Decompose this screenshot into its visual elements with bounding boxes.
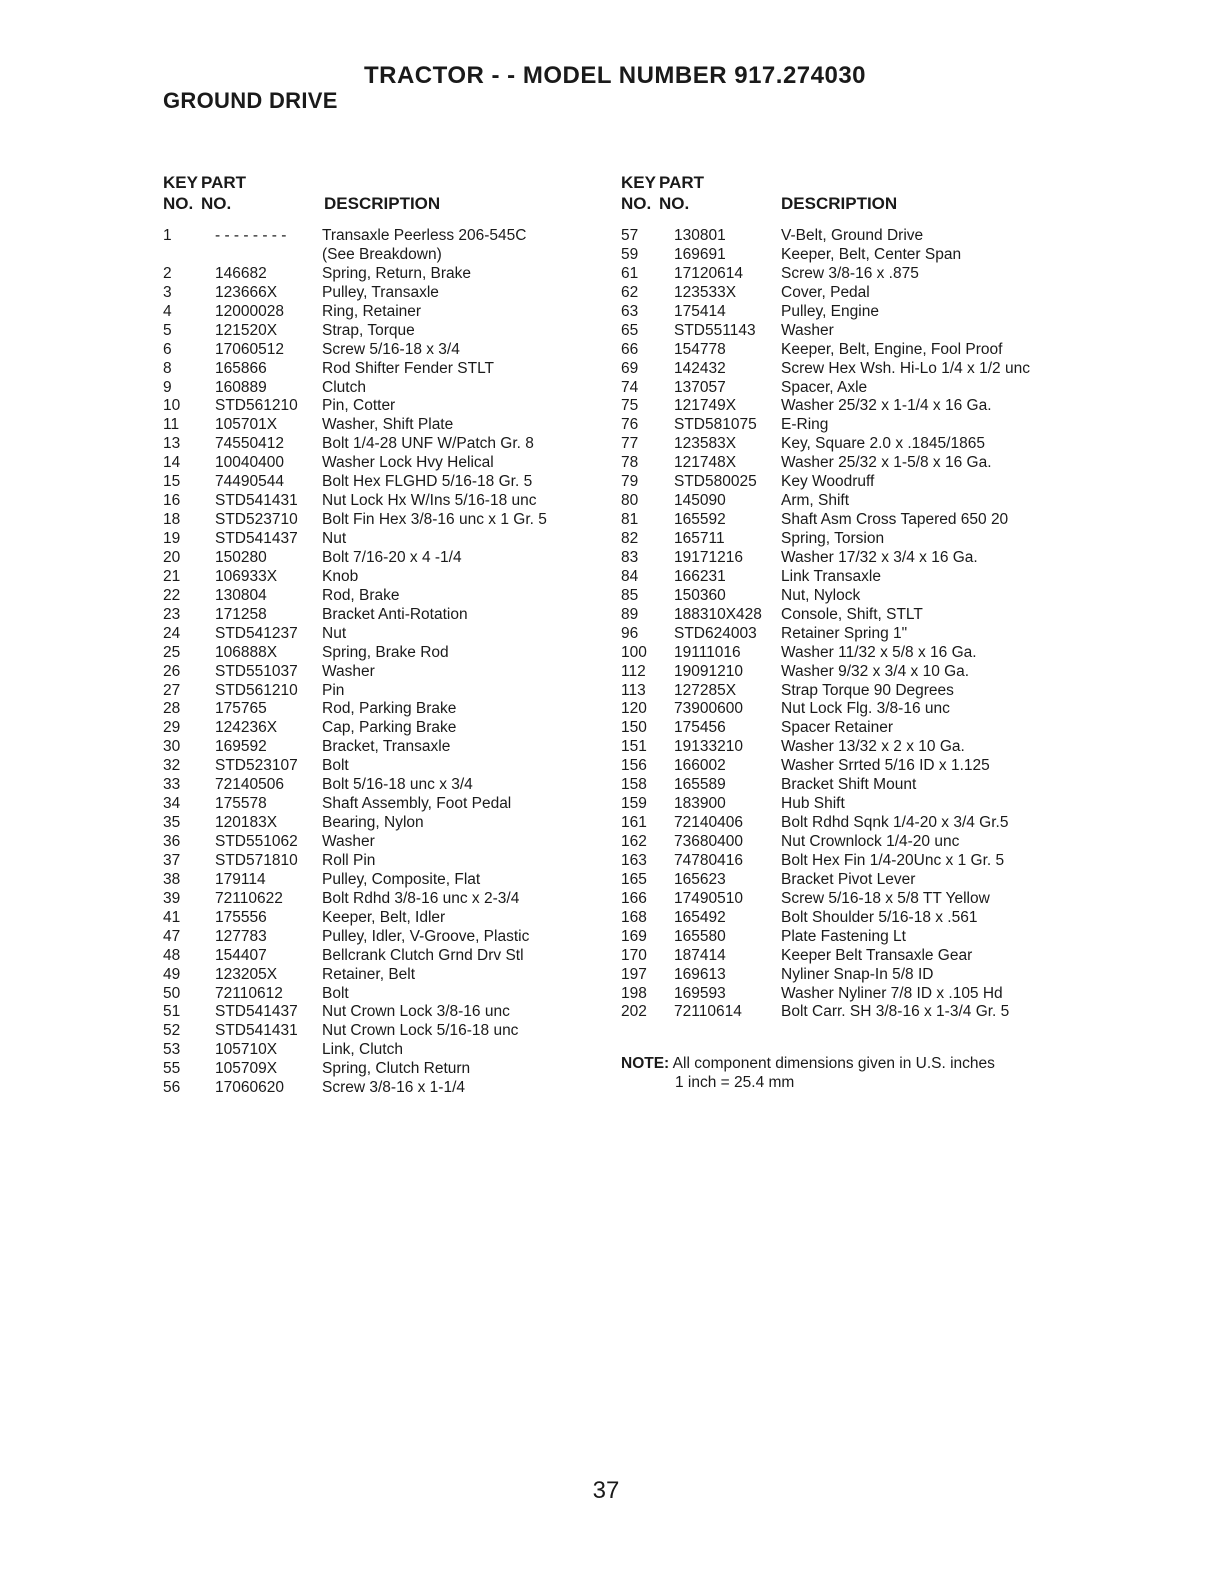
part-no: 10040400 xyxy=(215,454,284,472)
part-no: 165623 xyxy=(674,870,726,888)
part-no: 19091210 xyxy=(674,662,743,680)
part-no: 106933X xyxy=(215,567,278,585)
description: Nut Lock Flg. 3/8-16 unc xyxy=(781,700,950,718)
description: Spring, Brake Rod xyxy=(322,643,449,661)
key-no: 112 xyxy=(621,662,646,680)
part-no: STD551037 xyxy=(215,662,298,680)
key-no: 57 xyxy=(621,227,639,244)
part-no: 72140406 xyxy=(674,814,743,832)
description: Nyliner Snap-In 5/8 ID xyxy=(781,965,934,983)
key-no: 162 xyxy=(621,833,647,850)
key-no: 84 xyxy=(621,567,639,585)
part-no: 175578 xyxy=(215,795,267,813)
part-no: 17490510 xyxy=(674,889,743,907)
part-no: 169613 xyxy=(674,965,726,983)
description: Shaft Assembly, Foot Pedal xyxy=(322,795,512,813)
description: (See Breakdown) xyxy=(322,245,442,263)
part-no: 123583X xyxy=(674,435,737,453)
key-no: 169 xyxy=(621,927,647,945)
description: Washer Srrted 5/16 ID x 1.125 xyxy=(781,757,990,775)
key-no: 37 xyxy=(163,851,181,869)
part-no: 74490544 xyxy=(215,473,284,491)
part-no: STD523107 xyxy=(215,757,298,775)
key-no: 24 xyxy=(163,624,181,642)
part-no: 183900 xyxy=(674,795,726,813)
key-no: 55 xyxy=(163,1060,181,1078)
key-no: 77 xyxy=(621,435,639,453)
key-no: 47 xyxy=(163,927,181,945)
description: Bolt Carr. SH 3/8-16 x 1-3/4 Gr. 5 xyxy=(781,1003,1010,1021)
key-no: 6 xyxy=(163,340,172,358)
key-no: 28 xyxy=(163,700,181,718)
key-no: 163 xyxy=(621,851,647,869)
key-no: 1 xyxy=(163,227,172,244)
description: Bolt 1/4-28 UNF W/Patch Gr. 8 xyxy=(322,435,534,453)
key-no: 158 xyxy=(621,776,647,794)
description: Cap, Parking Brake xyxy=(322,719,457,737)
key-no: 59 xyxy=(621,245,639,263)
description: Rod, Parking Brake xyxy=(322,700,457,718)
description: Key Woodruff xyxy=(781,473,875,491)
part-no: 171258 xyxy=(215,605,267,623)
description: Keeper, Belt, Engine, Fool Proof xyxy=(781,340,1003,358)
part-no: 12000028 xyxy=(215,302,284,320)
key-no: 74 xyxy=(621,378,639,396)
part-no: 19133210 xyxy=(674,738,743,756)
key-no: 197 xyxy=(621,965,647,983)
part-no: 175556 xyxy=(215,908,267,926)
note-text: All component dimensions given in U.S. inches xyxy=(672,1055,995,1072)
part-no: 165866 xyxy=(215,359,267,377)
part-no: 165580 xyxy=(674,927,726,945)
description: Nut Lock Hx W/Ins 5/16-18 unc xyxy=(322,492,537,510)
description: Bolt 5/16-18 unc x 3/4 xyxy=(322,776,473,794)
key-no: 22 xyxy=(163,586,181,604)
part-no: 72140506 xyxy=(215,776,284,794)
key-no: 35 xyxy=(163,814,181,832)
description: Screw Hex Wsh. Hi-Lo 1/4 x 1/2 unc xyxy=(781,359,1030,377)
key-no: 39 xyxy=(163,889,181,907)
key-no: 53 xyxy=(163,1041,181,1059)
description: Pin xyxy=(322,681,345,699)
description: Nut Crownlock 1/4-20 unc xyxy=(781,833,960,850)
part-no: 175456 xyxy=(674,719,726,737)
part-no: STD571810 xyxy=(215,851,298,869)
part-no: 150280 xyxy=(215,548,267,566)
part-no: STD523710 xyxy=(215,511,298,529)
key-no: 76 xyxy=(621,416,639,434)
description: Nut xyxy=(322,624,347,642)
part-no: 166002 xyxy=(674,757,726,775)
part-no: 160889 xyxy=(215,378,267,396)
part-no: 123533X xyxy=(674,283,737,301)
key-no: 62 xyxy=(621,283,639,301)
part-no: 165711 xyxy=(674,530,725,547)
key-no: 63 xyxy=(621,302,639,320)
description: Screw 5/16-18 x 3/4 xyxy=(322,340,460,358)
description: Washer 25/32 x 1-1/4 x 16 Ga. xyxy=(781,397,992,415)
part-no: 17060620 xyxy=(215,1079,284,1097)
description: Spring, Return, Brake xyxy=(322,264,472,282)
part-no: 146682 xyxy=(215,264,267,282)
description: Keeper, Belt, Idler xyxy=(322,908,446,926)
key-no: 79 xyxy=(621,473,639,491)
description: Bolt 7/16-20 x 4 -1/4 xyxy=(322,548,462,566)
key-no: 159 xyxy=(621,795,647,813)
description: Screw 3/8-16 x 1-1/4 xyxy=(322,1079,466,1097)
description: Bolt Hex FLGHD 5/16-18 Gr. 5 xyxy=(322,473,533,491)
part-no: 187414 xyxy=(674,946,726,964)
key-no: 166 xyxy=(621,889,647,907)
description: Washer xyxy=(322,662,375,680)
description: Plate Fastening Lt xyxy=(781,927,906,945)
description: Spring, Torsion xyxy=(781,530,885,547)
key-no: 56 xyxy=(163,1079,181,1097)
description: Link Transaxle xyxy=(781,567,881,585)
part-no: 145090 xyxy=(674,492,726,510)
part-no: 130801 xyxy=(674,227,726,244)
key-no: 78 xyxy=(621,454,639,472)
header-description-label: DESCRIPTION xyxy=(324,194,441,213)
key-no: 202 xyxy=(621,1003,647,1021)
part-no: 74780416 xyxy=(674,851,743,869)
section-title: GROUND DRIVE xyxy=(163,88,338,113)
part-no: 165589 xyxy=(674,776,726,794)
key-no: 29 xyxy=(163,719,181,737)
part-no: 121749X xyxy=(674,397,737,415)
part-no: 120183X xyxy=(215,814,278,832)
key-no: 4 xyxy=(163,302,172,320)
description: Washer 17/32 x 3/4 x 16 Ga. xyxy=(781,548,978,566)
description: Pulley, Transaxle xyxy=(322,283,439,301)
description: Nut Crown Lock 3/8-16 unc xyxy=(322,1003,510,1021)
part-no: STD551143 xyxy=(674,321,756,339)
part-no: STD561210 xyxy=(215,397,298,415)
key-no: 51 xyxy=(163,1003,181,1021)
header-key-no-label: NO. xyxy=(621,194,652,213)
key-no: 113 xyxy=(621,681,646,699)
description: Roll Pin xyxy=(322,851,376,869)
key-no: 14 xyxy=(163,454,181,472)
part-no: 165592 xyxy=(674,511,726,529)
key-no: 61 xyxy=(621,264,639,282)
description: Link, Clutch xyxy=(322,1041,403,1059)
description: Pin, Cotter xyxy=(322,397,396,415)
description: Washer 9/32 x 3/4 x 10 Ga. xyxy=(781,662,970,680)
description: Washer 25/32 x 1-5/8 x 16 Ga. xyxy=(781,454,992,472)
part-no: 73900600 xyxy=(674,700,743,718)
part-no: STD541437 xyxy=(215,1003,298,1021)
description: Washer, Shift Plate xyxy=(322,416,454,434)
key-no: 120 xyxy=(621,700,647,718)
key-no: 69 xyxy=(621,359,639,377)
key-no: 83 xyxy=(621,548,639,566)
key-no: 23 xyxy=(163,605,181,623)
part-no: 169593 xyxy=(674,984,726,1002)
description: Washer Nyliner 7/8 ID x .105 Hd xyxy=(781,984,1003,1002)
part-no: STD581075 xyxy=(674,416,757,434)
part-no: 72110622 xyxy=(215,889,283,907)
key-no: 21 xyxy=(163,567,181,585)
part-no: 137057 xyxy=(674,378,726,396)
part-no: 150360 xyxy=(674,586,726,604)
key-no: 150 xyxy=(621,719,647,737)
description: Cover, Pedal xyxy=(781,283,870,301)
key-no: 16 xyxy=(163,492,181,510)
key-no: 85 xyxy=(621,586,639,604)
description: Nut, Nylock xyxy=(781,586,861,604)
note-label: NOTE: xyxy=(621,1055,670,1072)
key-no: 11 xyxy=(163,416,180,434)
description: Arm, Shift xyxy=(781,492,850,510)
part-no: 179114 xyxy=(215,870,266,888)
key-no: 18 xyxy=(163,511,181,529)
key-no: 2 xyxy=(163,264,172,282)
page-number: 37 xyxy=(592,1477,620,1504)
description: Screw 5/16-18 x 5/8 TT Yellow xyxy=(781,889,990,907)
description: Transaxle Peerless 206-545C xyxy=(322,227,527,244)
description: Nut Crown Lock 5/16-18 unc xyxy=(322,1022,519,1040)
part-no: STD541237 xyxy=(215,624,298,642)
header-part-no-label: NO. xyxy=(659,194,690,213)
key-no: 25 xyxy=(163,643,181,661)
part-no: 124236X xyxy=(215,719,278,737)
key-no: 36 xyxy=(163,833,181,850)
part-no: STD580025 xyxy=(674,473,757,491)
part-no: STD541437 xyxy=(215,530,298,547)
description: Rod Shifter Fender STLT xyxy=(322,359,495,377)
part-no: 127783 xyxy=(215,927,267,945)
description: Washer xyxy=(322,833,375,850)
description: Bolt Rdhd Sqnk 1/4-20 x 3/4 Gr.5 xyxy=(781,814,1009,832)
key-no: 151 xyxy=(621,738,647,756)
description: Bracket Shift Mount xyxy=(781,776,917,794)
description: Console, Shift, STLT xyxy=(781,605,923,623)
description: Bolt Hex Fin 1/4-20Unc x 1 Gr. 5 xyxy=(781,851,1005,869)
key-no: 66 xyxy=(621,340,639,358)
part-no: STD624003 xyxy=(674,624,757,642)
part-no: 106888X xyxy=(215,643,278,661)
key-no: 80 xyxy=(621,492,639,510)
part-no: 105709X xyxy=(215,1060,278,1078)
header-description-label: DESCRIPTION xyxy=(781,194,898,213)
note xyxy=(621,1054,995,1092)
part-no: 130804 xyxy=(215,586,267,604)
description: Bolt Rdhd 3/8-16 unc x 2-3/4 xyxy=(322,889,520,907)
description: Bolt Fin Hex 3/8-16 unc x 1 Gr. 5 xyxy=(322,511,547,529)
key-no: 5 xyxy=(163,321,172,339)
key-no: 156 xyxy=(621,757,647,775)
key-no: 81 xyxy=(621,511,639,529)
key-no: 48 xyxy=(163,946,181,964)
description: Washer 13/32 x 2 x 10 Ga. xyxy=(781,738,965,756)
key-no: 168 xyxy=(621,908,647,926)
part-no: 72110612 xyxy=(215,984,283,1002)
description: Spring, Clutch Return xyxy=(322,1060,471,1078)
part-no: STD561210 xyxy=(215,681,298,699)
key-no: 89 xyxy=(621,605,639,623)
key-no: 100 xyxy=(621,643,647,661)
part-no: 73680400 xyxy=(674,833,743,850)
part-no: STD541431 xyxy=(215,1022,298,1040)
part-no: 19171216 xyxy=(674,548,743,566)
part-no: 121748X xyxy=(674,454,737,472)
description: E-Ring xyxy=(781,416,829,434)
description: Washer xyxy=(781,321,834,339)
description: Key, Square 2.0 x .1845/1865 xyxy=(781,435,985,453)
part-no: 166231 xyxy=(674,567,726,585)
key-no: 41 xyxy=(163,908,181,926)
part-no: 121520X xyxy=(215,321,278,339)
description: Ring, Retainer xyxy=(322,302,422,320)
part-no: 165492 xyxy=(674,908,726,926)
part-no: 169592 xyxy=(215,738,267,756)
key-no: 27 xyxy=(163,681,181,699)
key-no: 15 xyxy=(163,473,181,491)
key-no: 3 xyxy=(163,283,172,301)
part-no: 19111016 xyxy=(674,643,741,661)
part-no: STD541431 xyxy=(215,492,298,510)
key-no: 49 xyxy=(163,965,181,983)
key-no: 30 xyxy=(163,738,181,756)
part-no: 154407 xyxy=(215,946,267,964)
description: Bellcrank Clutch Grnd Drv Stl xyxy=(322,946,524,964)
key-no: 65 xyxy=(621,321,639,339)
description: Bracket Anti-Rotation xyxy=(322,605,468,623)
description: Retainer Spring 1" xyxy=(781,624,908,642)
key-no: 33 xyxy=(163,776,181,794)
part-no: 188310X428 xyxy=(674,605,762,623)
description: Strap Torque 90 Degrees xyxy=(781,681,954,699)
part-no: 175765 xyxy=(215,700,267,718)
part-no: 105701X xyxy=(215,416,278,434)
key-no: 52 xyxy=(163,1022,181,1040)
header-part-label: PART xyxy=(659,173,705,192)
key-no: 8 xyxy=(163,359,172,377)
part-no: 169691 xyxy=(674,245,726,263)
header-part-label: PART xyxy=(201,173,247,192)
description: Hub Shift xyxy=(781,795,845,813)
key-no: 10 xyxy=(163,397,181,415)
description: Spacer, Axle xyxy=(781,378,868,396)
description: Bracket, Transaxle xyxy=(322,738,451,756)
part-no: 105710X xyxy=(215,1041,278,1059)
description: Bolt xyxy=(322,757,349,775)
header-key-label: KEY xyxy=(163,173,198,192)
key-no: 32 xyxy=(163,757,181,775)
page-title: TRACTOR - - MODEL NUMBER 917.274030 xyxy=(363,62,867,89)
description: Pulley, Idler, V-Groove, Plastic xyxy=(322,927,530,945)
part-no: 175414 xyxy=(674,302,726,320)
key-no: 96 xyxy=(621,624,639,642)
description: Bolt xyxy=(322,984,349,1002)
part-no: - - - - - - - - xyxy=(215,227,287,244)
key-no: 20 xyxy=(163,548,181,566)
key-no: 82 xyxy=(621,530,639,547)
header-part-no-label: NO. xyxy=(201,194,232,213)
description: Retainer, Belt xyxy=(322,965,416,983)
part-no: STD551062 xyxy=(215,833,298,850)
part-no: 154778 xyxy=(674,340,726,358)
description: Washer 11/32 x 5/8 x 16 Ga. xyxy=(781,643,977,661)
description: Washer Lock Hvy Helical xyxy=(322,454,494,472)
description: Keeper Belt Transaxle Gear xyxy=(781,946,973,964)
key-no: 26 xyxy=(163,662,181,680)
key-no: 50 xyxy=(163,984,181,1002)
description: Pulley, Composite, Flat xyxy=(322,870,481,888)
description: Rod, Brake xyxy=(322,586,400,604)
part-no: 72110614 xyxy=(674,1003,742,1021)
description: Spacer Retainer xyxy=(781,719,894,737)
description: Bracket Pivot Lever xyxy=(781,870,916,888)
note-conversion: 1 inch = 25.4 mm xyxy=(675,1074,795,1091)
description: Nut xyxy=(322,530,347,547)
description: V-Belt, Ground Drive xyxy=(781,227,924,244)
key-no: 165 xyxy=(621,870,647,888)
description: Strap, Torque xyxy=(322,321,415,339)
part-no: 74550412 xyxy=(215,435,284,453)
header-key-label: KEY xyxy=(621,173,656,192)
key-no: 161 xyxy=(621,814,647,832)
part-no: 123666X xyxy=(215,283,278,301)
description: Clutch xyxy=(322,378,366,396)
key-no: 9 xyxy=(163,378,172,396)
description: Shaft Asm Cross Tapered 650 20 xyxy=(781,511,1009,529)
part-no: 142432 xyxy=(674,359,726,377)
part-no: 17120614 xyxy=(674,264,743,282)
description: Screw 3/8-16 x .875 xyxy=(781,264,919,282)
part-no: 17060512 xyxy=(215,340,284,358)
key-no: 34 xyxy=(163,795,181,813)
key-no: 38 xyxy=(163,870,181,888)
description: Bolt Shoulder 5/16-18 x .561 xyxy=(781,908,978,926)
part-no: 123205X xyxy=(215,965,278,983)
key-no: 198 xyxy=(621,984,647,1002)
header-key-no-label: NO. xyxy=(163,194,194,213)
description: Knob xyxy=(322,567,359,585)
part-no: 127285X xyxy=(674,681,737,699)
key-no: 13 xyxy=(163,435,181,453)
description: Keeper, Belt, Center Span xyxy=(781,245,962,263)
key-no: 19 xyxy=(163,530,181,547)
key-no: 75 xyxy=(621,397,639,415)
description: Pulley, Engine xyxy=(781,302,879,320)
key-no: 170 xyxy=(621,946,647,964)
description: Bearing, Nylon xyxy=(322,814,424,832)
